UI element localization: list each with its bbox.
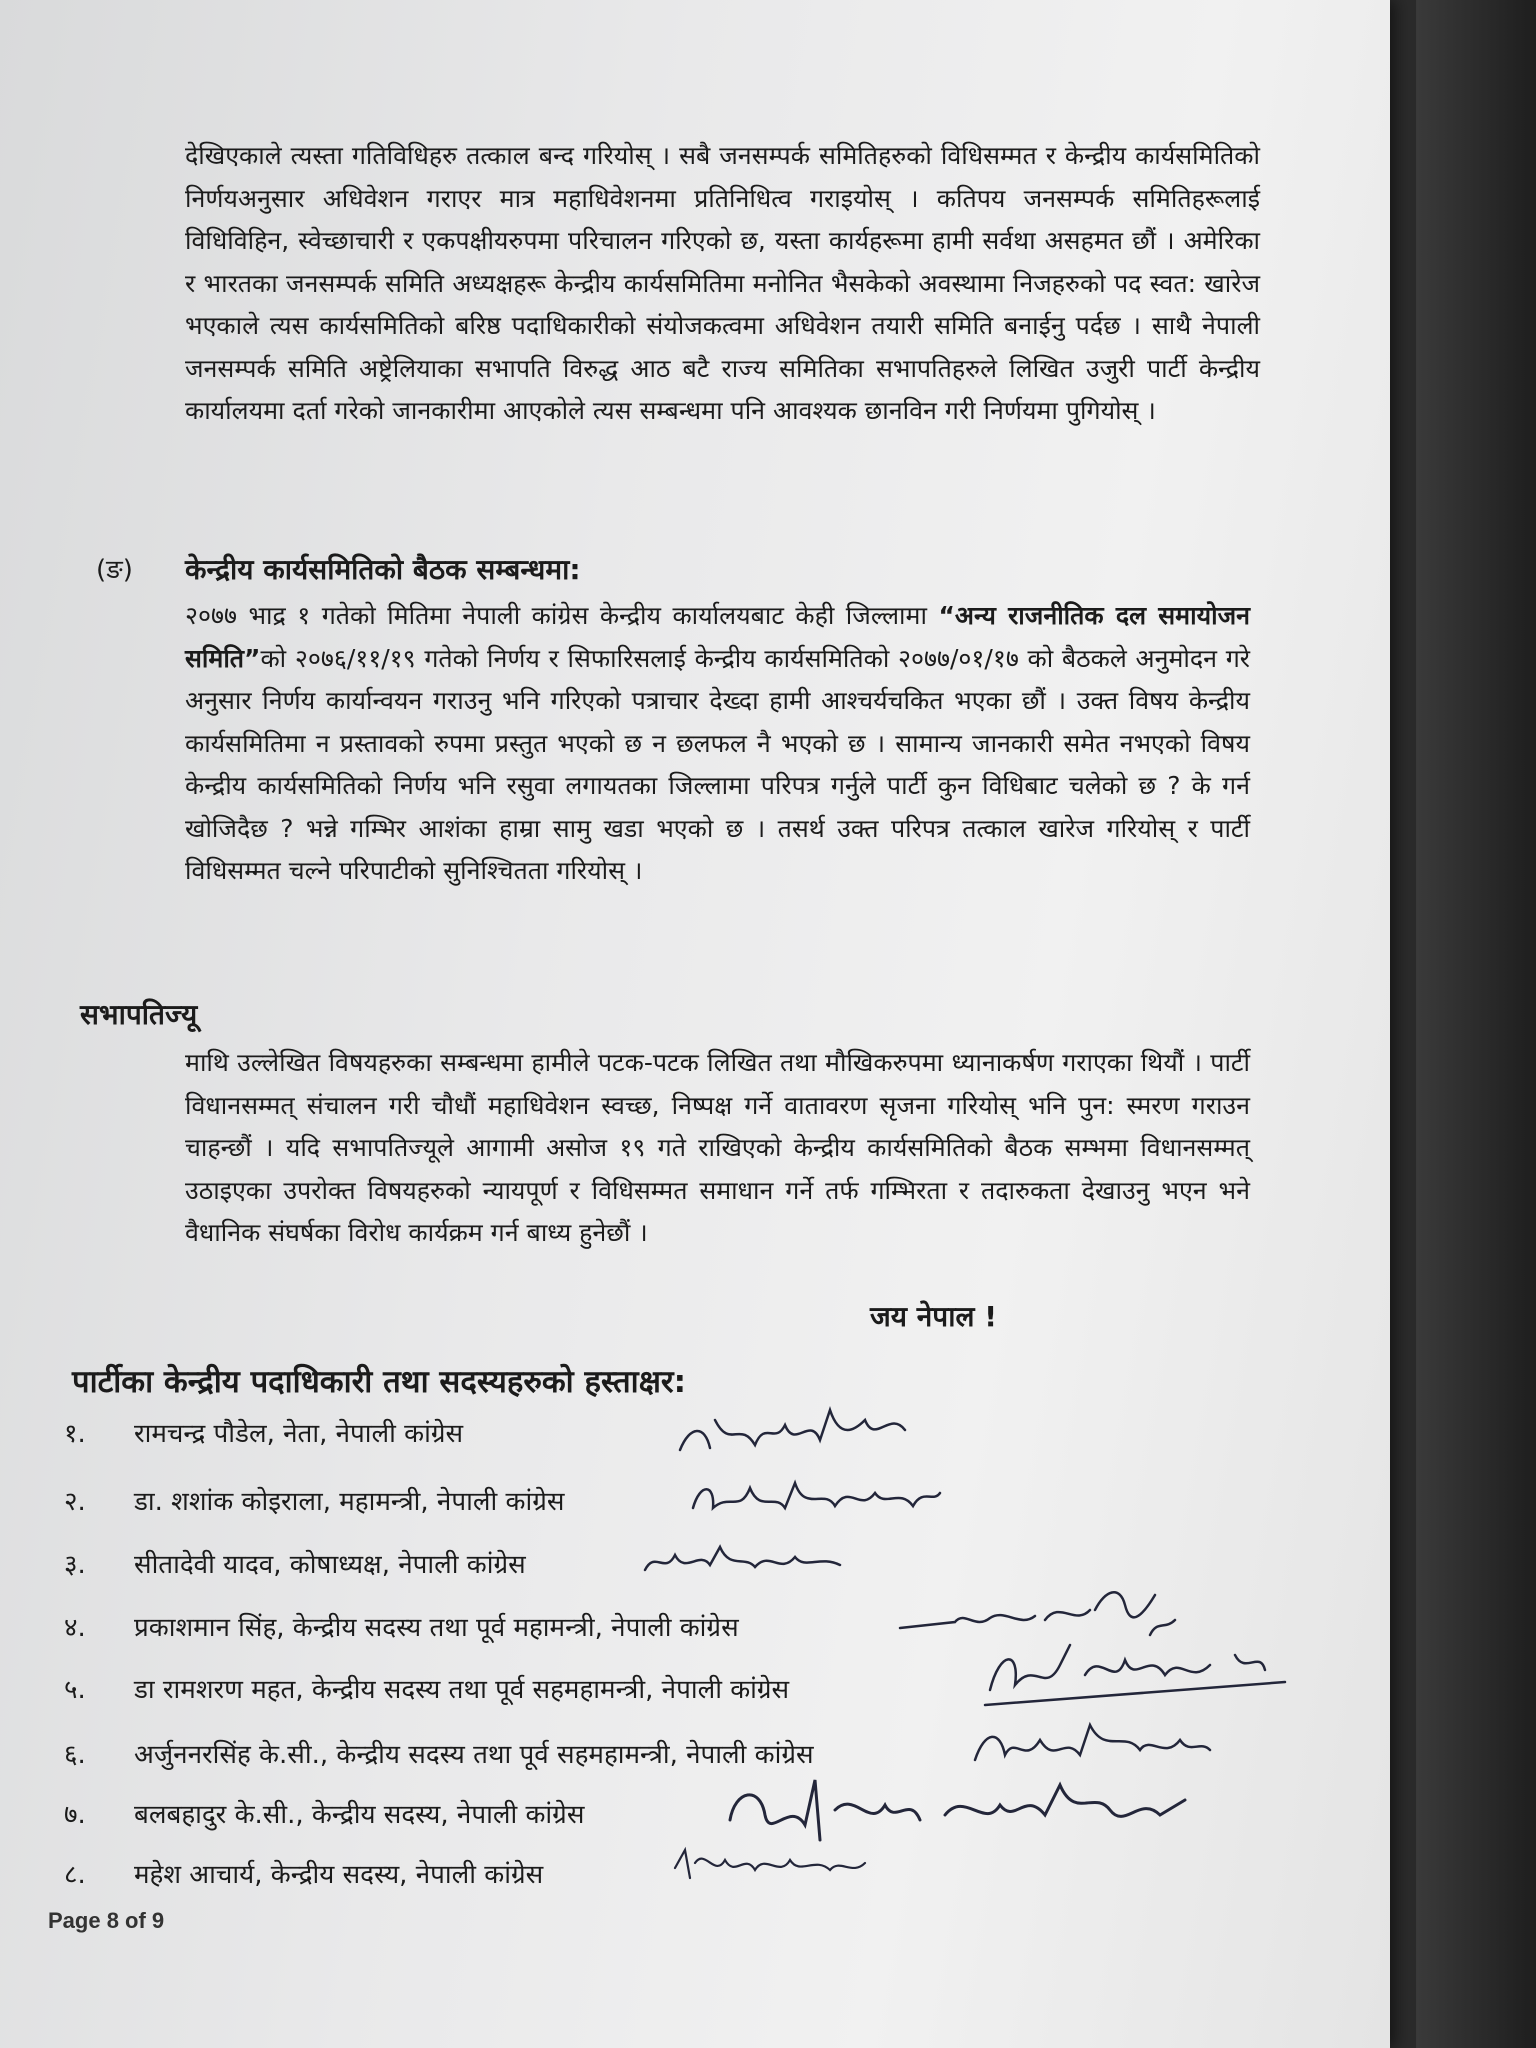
signatory-name: रामचन्द्र पौडेल, नेता, नेपाली कांग्रेस — [134, 1419, 464, 1449]
signatory-row — [64, 1535, 526, 1591]
signatory-number: ७. — [64, 1800, 86, 1830]
section-paragraph-rest: को २०७६/११/१९ गतेको निर्णय र सिफारिसलाई केन्द्रीय कार्यसमितिको २०७७/०१/१७ को बैठकले अनुमोदन गरे अनुसार निर्णय कार्यान्वयन गराउनु भनि गरिएको पत्राचार देख्दा हामी आश्चर्यचकित भएका छौं । उक्त विषय केन्द्रीय कार्यसमितिमा न प्रस्तावको रुपमा प्रस्तुत भएको छ न छलफल नै भएको छ । सामान्य जानकारी समेत नभएको विषय केन्द्रीय कार्यसमितिको निर्णय भनि रसुवा लगायतका जिल्लामा परिपत्र गर्नुले पार्टी कुन विधिबाट चलेको छ ? के गर्न खोजिदैछ ? भन्ने गम्भिर आशंका हाम्रा सामु खडा भएको छ । तसर्थ उक्त परिपत्र तत्काल खारेज गरियोस् र पार्टी विधिसम्मत चल्ने परिपाटीको सुनिश्चितता गरियोस् । — [185, 643, 1250, 885]
signatory-row — [64, 1404, 463, 1460]
signatory-name: बलबहादुर के.सी., केन्द्रीय सदस्य, नेपाली कांग्रेस — [134, 1800, 585, 1830]
signatory-row — [64, 1472, 564, 1528]
signature-6 — [965, 1710, 1215, 1780]
signature-7 — [715, 1770, 1195, 1860]
section-marker: (ङ) — [96, 555, 133, 585]
signature-2 — [685, 1468, 945, 1528]
signatory-number: ६. — [64, 1740, 86, 1770]
signatory-name: महेश आचार्य, केन्द्रीय सदस्य, नेपाली कांग्रेस — [134, 1860, 544, 1890]
signature-4 — [895, 1580, 1185, 1650]
signatory-name: प्रकाशमान सिंह, केन्द्रीय सदस्य तथा पूर्व महामन्त्री, नेपाली कांग्रेस — [134, 1613, 739, 1643]
signatory-row — [64, 1598, 739, 1654]
signatory-number: ४. — [64, 1613, 86, 1643]
section-heading: केन्द्रीय कार्यसमितिको बैठक सम्बन्धमा: — [185, 553, 581, 586]
signature-1 — [670, 1400, 930, 1470]
signatory-number: ८. — [64, 1860, 86, 1890]
signatory-number: १. — [64, 1419, 86, 1449]
page-number-footer: Page 8 of 9 — [48, 1908, 165, 1933]
signatory-name: डा. शशांक कोइराला, महामन्त्री, नेपाली कांग्रेस — [134, 1487, 565, 1517]
background-surface — [1416, 0, 1536, 2048]
signatory-name: डा रामशरण महत, केन्द्रीय सदस्य तथा पूर्व सहमहामन्त्री, नेपाली कांग्रेस — [134, 1675, 790, 1705]
paragraph-continued: देखिएकाले त्यस्ता गतिविधिहरु तत्काल बन्द गरियोस् । सबै जनसम्पर्क समितिहरुको विधिसम्मत र केन्द्रीय कार्यसमितिको निर्णयअनुसार अधिवेशन गराएर मात्र महाधिवेशनमा प्रतिनिधित्व गराइयोस् । कतिपय जनसम्पर्क समितिहरूलाई विधिविहिन, स्वेच्छाचारी र एकपक्षीयरुपमा परिचालन गरिएको छ, यस्ता कार्यहरूमा हामी सर्वथा असहमत छौं । अमेरिका र भारतका जनसम्पर्क समिति अध्यक्षहरू केन्द्रीय कार्यसमितिमा मनोनित भैसकेको अवस्थामा निजहरुको पद स्वत: खारेज भएकाले त्यस कार्यसमितिको बरिष्ठ पदाधिकारीको संयोजकत्वमा अधिवेशन तयारी समिति बनाईनु पर्दछ । साथै नेपाली जनसम्पर्क समिति अष्ट्रेलियाका सभापति विरुद्ध आठ बटै राज्य समितिका सभापतिहरुले लिखित उजुरी पार्टी केन्द्रीय कार्यालयमा दर्ता गरेको जानकारीमा आएकोले त्यस सम्बन्धमा पनि आवश्यक छानविन गरी निर्णयमा पुगियोस् । — [185, 141, 1260, 425]
committee-name: “अन्य राजनीतिक दल समायोजन समिति” — [185, 601, 1250, 673]
signatory-name: सीतादेवी यादव, कोषाध्यक्ष, नेपाली कांग्रेस — [134, 1550, 526, 1580]
signatory-number: ५. — [64, 1675, 86, 1705]
signatory-name: अर्जुननरसिंह के.सी., केन्द्रीय सदस्य तथा पूर्व सहमहामन्त्री, नेपाली कांग्रेस — [134, 1740, 814, 1770]
signatory-row — [64, 1845, 543, 1901]
closing-paragraph: माथि उल्लेखित विषयहरुका सम्बन्धमा हामीले पटक-पटक लिखित तथा मौखिकरुपमा ध्यानाकर्षण गराएका थियौं । पार्टी विधानसम्मत् संचालन गरी चौधौं महाधिवेशन स्वच्छ, निष्पक्ष गर्ने वातावरण सृजना गरियोस् भनि पुन: स्मरण गराउन चाहन्छौं । यदि सभापतिज्यूले आगामी असोज १९ गते राखिएको केन्द्रीय कार्यसमितिको बैठक सम्भमा विधानसम्मत् उठाइएका उपरोक्त विषयहरुको न्यायपूर्ण र विधिसम्मत समाधान गर्ने तर्फ गम्भिरता र तदारुकता देखाउनु भएन भने वैधानिक संघर्षका विरोध कार्यक्रम गर्न बाध्य हुनेछौं । — [185, 1048, 1250, 1247]
section-paragraph — [185, 595, 1250, 893]
signatory-row — [64, 1725, 814, 1781]
signatory-row — [64, 1785, 584, 1841]
signature-8 — [670, 1838, 870, 1898]
signatory-number: २. — [64, 1487, 86, 1517]
signature-5 — [975, 1630, 1295, 1725]
signatory-number: ३. — [64, 1550, 86, 1580]
signature-3 — [640, 1535, 850, 1590]
section-paragraph-start: २०७७ भाद्र १ गतेको मितिमा नेपाली कांग्रेस केन्द्रीय कार्यालयबाट केही जिल्लामा — [185, 601, 939, 630]
signatures-heading: पार्टीका केन्द्रीय पदाधिकारी तथा सदस्यहरुको हस्ताक्षर: — [72, 1364, 687, 1400]
jai-nepal: जय नेपाल ! — [870, 1300, 997, 1333]
signatory-row — [64, 1660, 789, 1716]
salutation: सभापतिज्यू — [80, 998, 198, 1031]
